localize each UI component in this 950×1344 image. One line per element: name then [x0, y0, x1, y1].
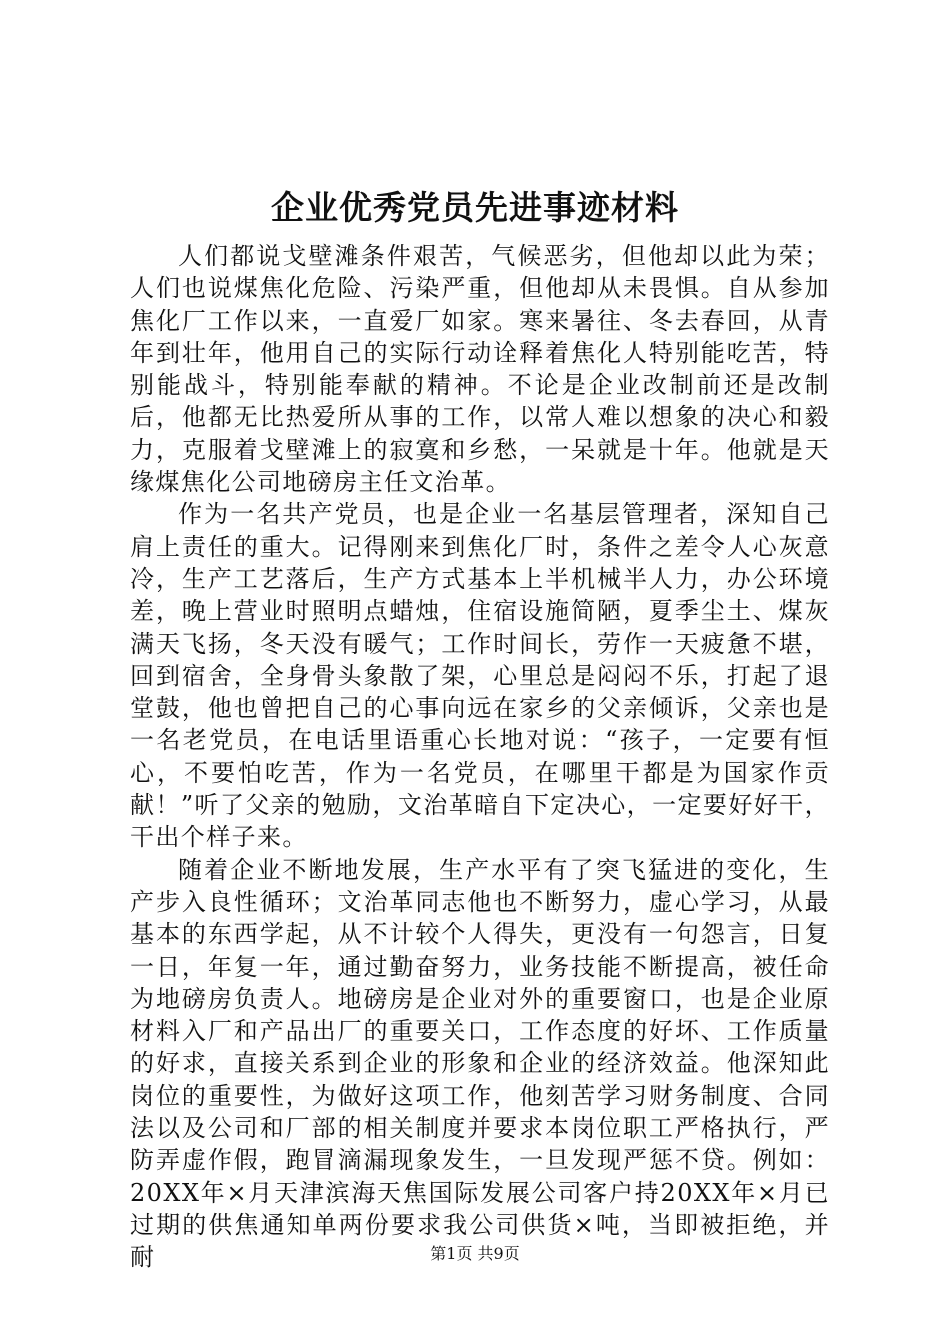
document-body: [130, 240, 830, 1274]
page-number-footer: 第1页 共9页: [430, 1244, 520, 1263]
paragraph-2: 作为一名共产党员，也是企业一名基层管理者，深知自己肩上责任的重大。记得刚来到焦化厂时，条件之差令人心灰意冷，生产工艺落后，生产方式基本上半机械半人力，办公环境差，晚上营业时照明点蜡烛，住宿设施简陋，夏季尘土、煤灰满天飞扬，冬天没有暖气；工作时间长，劳作一天疲惫不堪，回到宿舍，全身骨头象散了架，心里总是闷闷不乐，打起了退堂鼓，他也曾把自己的心事向远在家乡的父亲倾诉，父亲也是一名老党员，在电话里语重心长地对说：“孩子，一定要有恒心，不要怕吃苦，作为一名党员，在哪里干都是为国家作贡献！”听了父亲的勉励，文治革暗自下定决心，一定要好好干，干出个样子来。: [130, 500, 830, 852]
document-title: 企业优秀党员先进事迹材料: [271, 188, 679, 227]
paragraph-3: 随着企业不断地发展，生产水平有了突飞猛进的变化，生产步入良性循环；文治革同志他也不断努力，虚心学习，从最基本的东西学起，从不计较个人得失，更没有一句怨言，日复一日，年复一年，通过勤奋努力，业务技能不断提高，被任命为地磅房负责人。地磅房是企业对外的重要窗口，也是企业原材料入厂和产品出厂的重要关口，工作态度的好坏、工作质量的好求，直接关系到企业的形象和企业的经济效益。他深知此岗位的重要性，为做好这项工作，他刻苦学习财务制度、合同法以及公司和厂部的相关制度并要求本岗位职工严格执行，严防弄虚作假，跑冒滴漏现象发生，一旦发现严惩不贷。例如：20XX年×月天津滨海天焦国际发展公司客户持20XX年×月已过期的供焦通知单两份要求我公司供货×吨，当即被拒绝，并耐: [130, 855, 830, 1272]
paragraph-1: 人们都说戈壁滩条件艰苦，气候恶劣，但他却以此为荣；人们也说煤焦化危险、污染严重，但他却从未畏惧。自从参加焦化厂工作以来，一直爱厂如家。寒来暑往、冬去春回，从青年到壮年，他用自己的实际行动诠释着焦化人特别能吃苦，特别能战斗，特别能奉献的精神。不论是企业改制前还是改制后，他都无比热爱所从事的工作，以常人难以想象的决心和毅力，克服着戈壁滩上的寂寞和乡愁，一呆就是十年。他就是天缘煤焦化公司地磅房主任文治革。: [130, 242, 830, 497]
